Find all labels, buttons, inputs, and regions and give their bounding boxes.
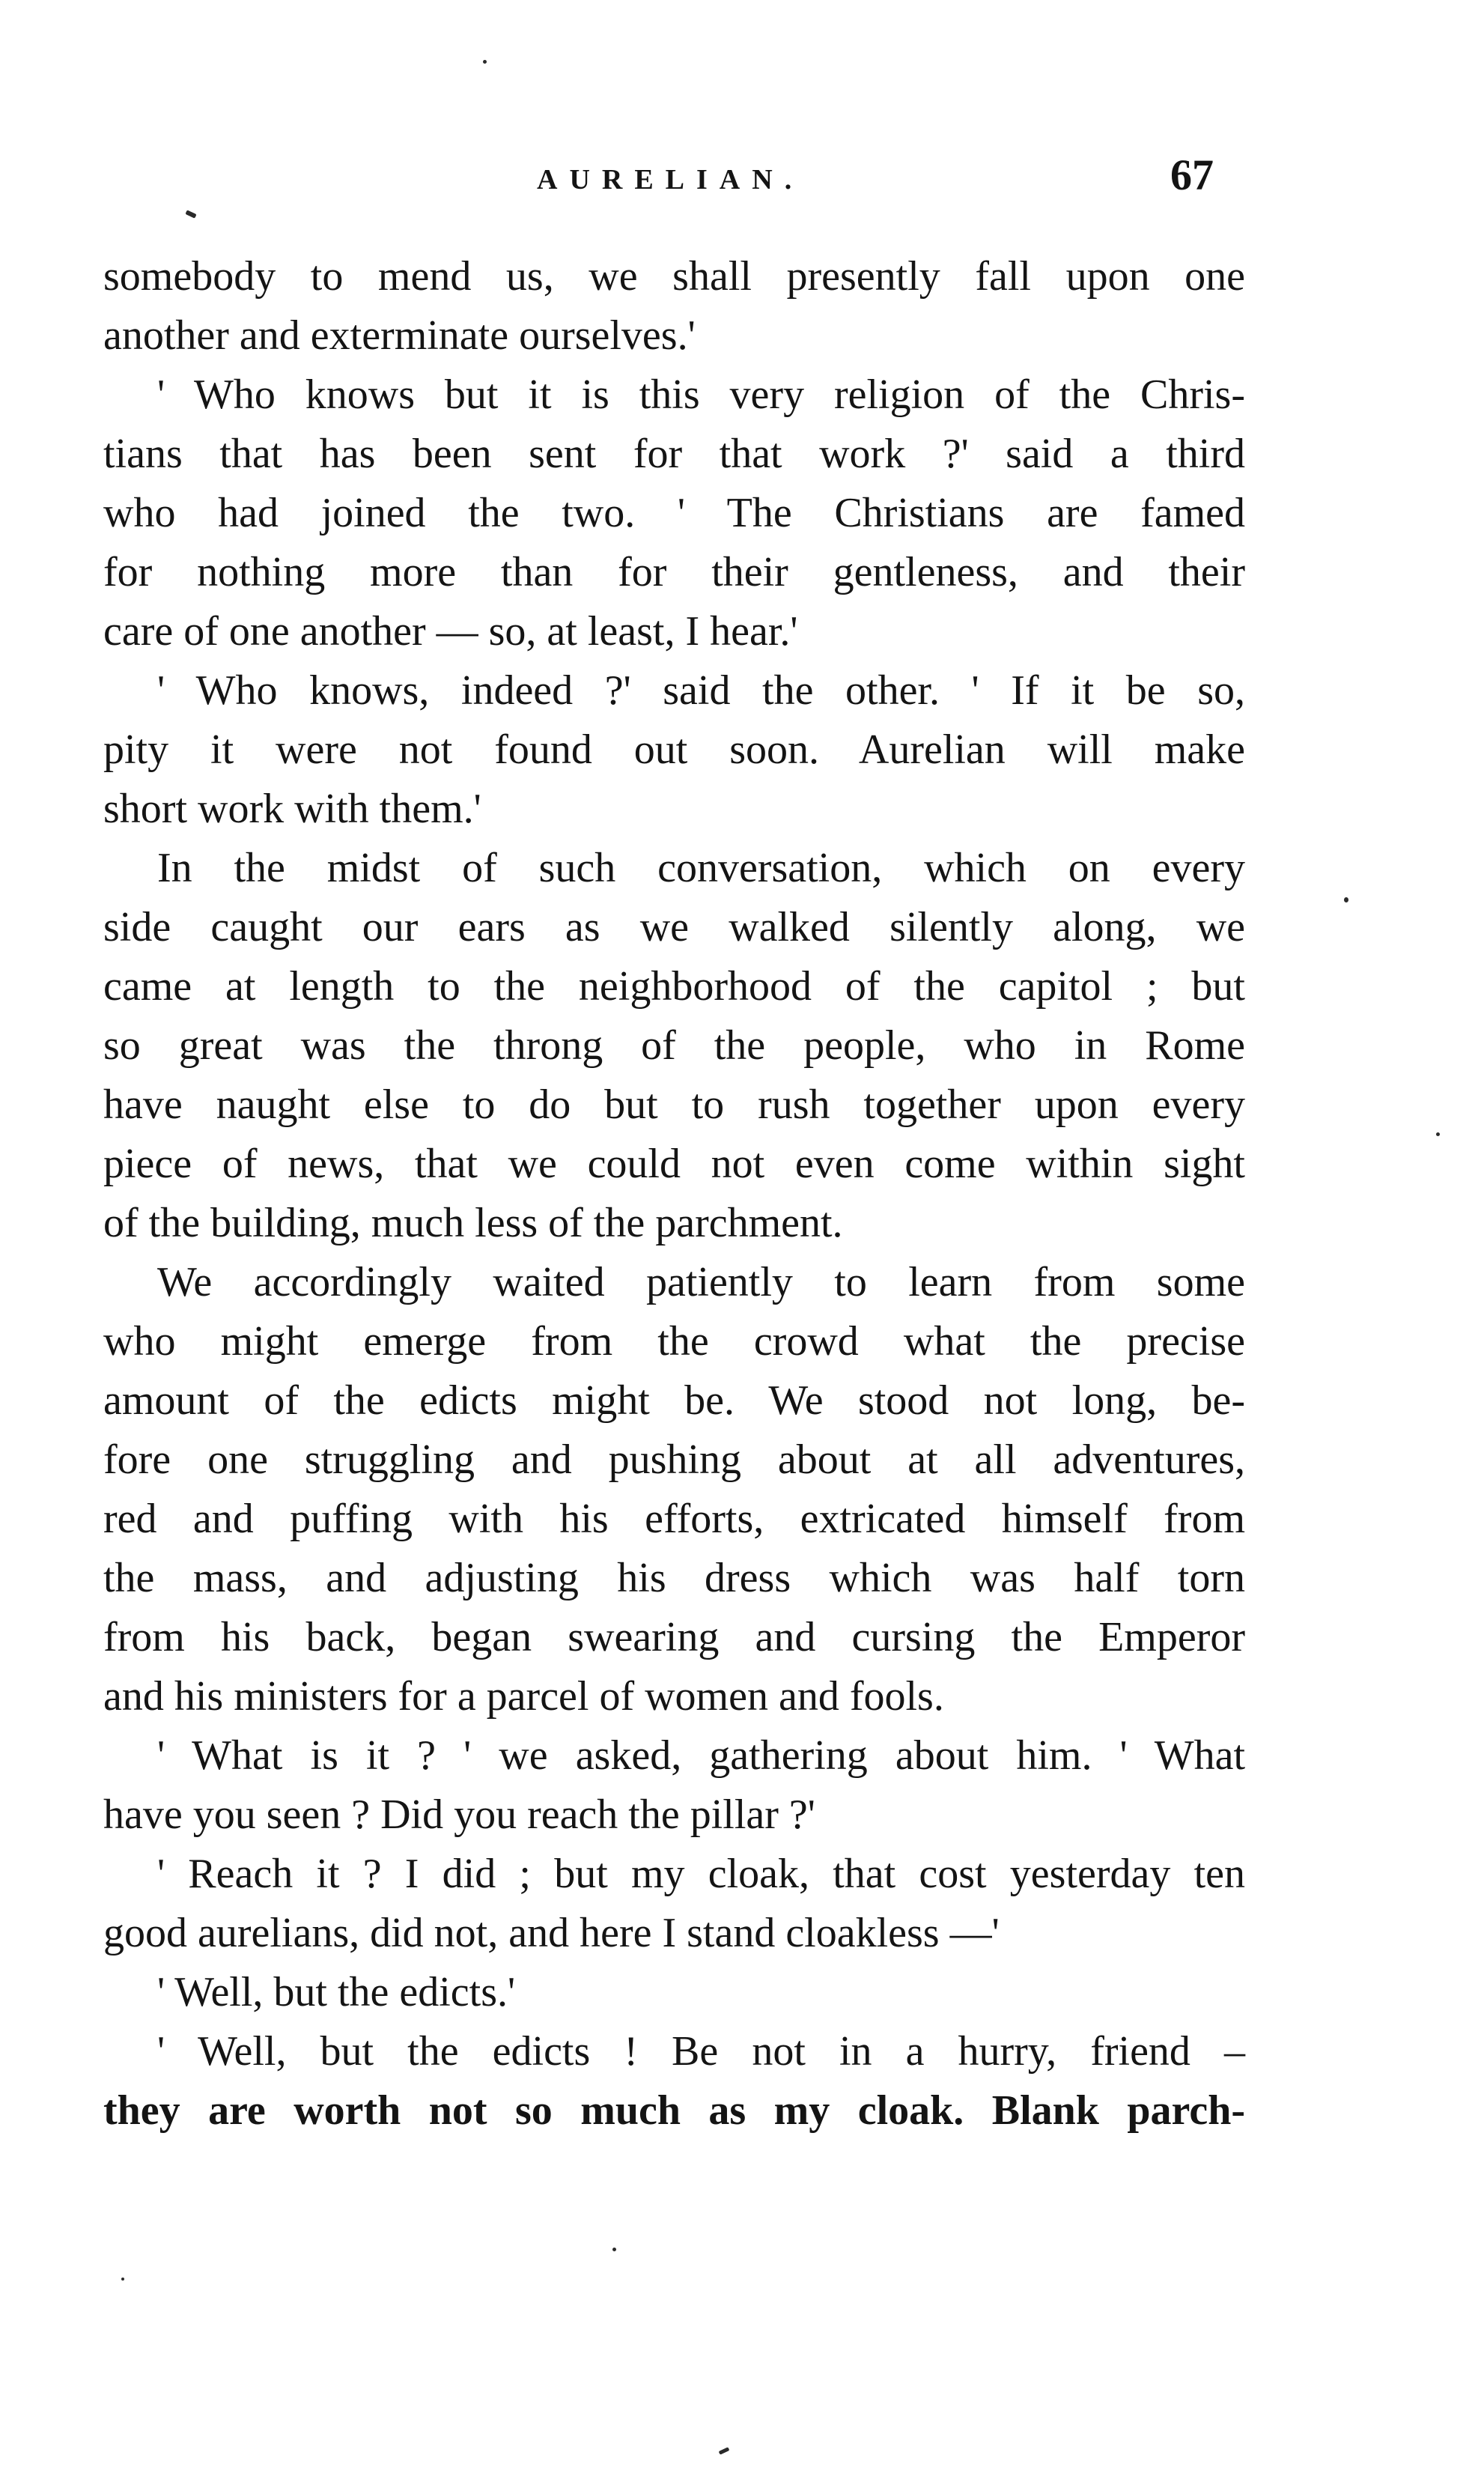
text-line: tians that has been sent for that work ?' said a third: [103, 431, 1245, 477]
text-line: good aurelians, did not, and here I stand cloakless —': [103, 1910, 1000, 1956]
text-line: care of one another — so, at least, I hear.': [103, 608, 798, 655]
text-line: ' Well, but the edicts ! Be not in a hurry, friend –: [157, 2028, 1245, 2075]
scan-speck: [1436, 1132, 1440, 1136]
text-line: short work with them.': [103, 786, 481, 832]
text-line: came at length to the neighborhood of the capitol ; but: [103, 963, 1245, 1010]
text-line: ' Who knows but it is this very religion of the Chris-: [157, 371, 1245, 418]
running-title: AURELIAN.: [537, 164, 804, 195]
running-head: [0, 151, 1484, 202]
text-line: they are worth not so much as my cloak. Blank parch-: [103, 2087, 1245, 2134]
text-line: piece of news, that we could not even come within sight: [103, 1141, 1245, 1187]
scan-speck: [1344, 897, 1348, 902]
text-line: have naught else to do but to rush together upon every: [103, 1081, 1245, 1128]
text-line: and his ministers for a parcel of women and fools.: [103, 1673, 944, 1720]
text-line: so great was the throng of the people, who in Rome: [103, 1022, 1245, 1069]
text-line: for nothing more than for their gentleness, and their: [103, 549, 1245, 595]
text-line: side caught our ears as we walked silently along, we: [103, 904, 1245, 950]
scan-speck: [719, 2447, 730, 2454]
text-line: amount of the edicts might be. We stood not long, be-: [103, 1377, 1245, 1424]
text-line: In the midst of such conversation, which on every: [157, 845, 1245, 891]
scan-speck: [185, 210, 196, 218]
text-line: ' Reach it ? I did ; but my cloak, that cost yesterday ten: [157, 1851, 1245, 1897]
text-line: from his back, began swearing and cursing the Emperor: [103, 1614, 1245, 1660]
text-line: fore one struggling and pushing about at all adventures,: [103, 1436, 1245, 1483]
scan-speck: [612, 2248, 616, 2251]
text-line: pity it were not found out soon. Aurelian will make: [103, 726, 1245, 773]
text-line: ' What is it ? ' we asked, gathering about him. ' What: [157, 1732, 1245, 1779]
text-line: ' Well, but the edicts.': [157, 1969, 516, 2015]
text-line: of the building, much less of the parchment.: [103, 1200, 843, 1246]
text-line: have you seen ? Did you reach the pillar ?': [103, 1791, 815, 1838]
text-line: somebody to mend us, we shall presently fall upon one: [103, 253, 1245, 300]
text-line: red and puffing with his efforts, extricated himself from: [103, 1496, 1245, 1542]
scan-speck: [483, 60, 487, 64]
scan-speck: [121, 2278, 124, 2281]
text-line: who might emerge from the crowd what the precise: [103, 1318, 1245, 1365]
text-line: ' Who knows, indeed ?' said the other. ' If it be so,: [157, 667, 1245, 714]
text-line: another and exterminate ourselves.': [103, 312, 696, 359]
body-text: [103, 247, 1245, 2140]
text-line: the mass, and adjusting his dress which was half torn: [103, 1555, 1245, 1601]
page-number: 67: [1170, 151, 1214, 199]
text-line: We accordingly waited patiently to learn from some: [157, 1259, 1245, 1305]
text-line: who had joined the two. ' The Christians are famed: [103, 490, 1245, 536]
